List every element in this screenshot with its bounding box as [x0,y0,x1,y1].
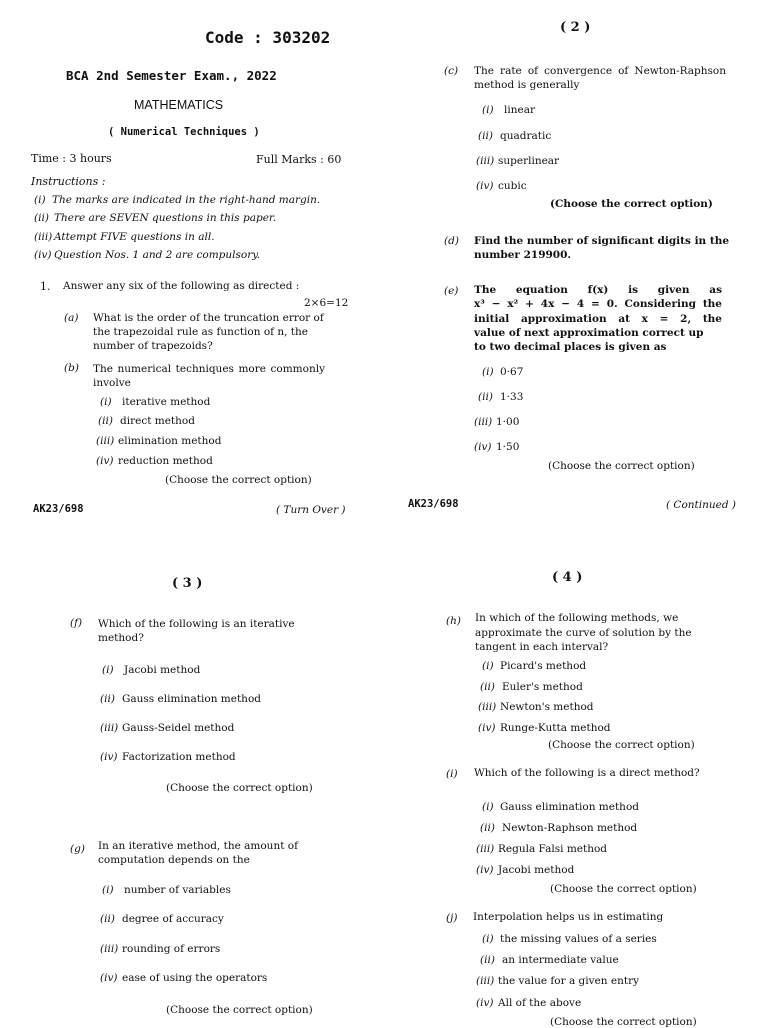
option-item: (ii) direct method [98,415,195,427]
option-item: (ii) 1·33 [478,391,524,403]
option-item: (iii) superlinear [476,155,560,167]
exam-title: BCA 2nd Semester Exam., 2022 [66,68,277,83]
question-text: initial approximation at x = 2, the [474,313,722,325]
choose-note: (Choose the correct option) [548,460,695,472]
question-text: to two decimal places is given as [474,341,667,353]
option-item: (ii) Euler's method [480,681,583,693]
option-item: (iv) Runge-Kutta method [478,722,611,734]
page-1 [0,0,384,520]
instructions-heading: Instructions : [31,175,106,188]
question-text: Which of the following is an iterative method? [98,618,295,644]
option-item: (i) Picard's method [482,660,587,672]
option-item: (ii) quadratic [478,130,552,142]
choose-note: (Choose the correct option) [166,1004,313,1016]
question-label: (e) [444,285,459,297]
choose-note: (Choose the correct option) [550,198,713,210]
page-number: ( 4 ) [552,570,583,585]
question-label: (c) [444,65,459,77]
instruction-item: (iii) Attempt FIVE questions in all. [34,231,215,243]
option-item: (i) linear [482,104,535,116]
question-label: (j) [446,912,458,924]
instruction-item: (ii) There are SEVEN questions in this paper. [34,212,277,224]
page-number: ( 2 ) [560,20,591,35]
option-item: (iv) reduction method [96,455,213,467]
footer-note: ( Continued ) [666,499,737,511]
page-2 [384,0,768,520]
option-item: (ii) an intermediate value [480,954,619,966]
question-text: The rate of convergence of Newton-Raphson method is generally [474,65,726,91]
question-text: Find the number of significant digits in the number 219900. [474,235,730,261]
page-number: ( 3 ) [172,576,203,591]
question-text: Interpolation helps us in estimating [473,911,664,923]
option-item: (i) Gauss elimination method [482,801,639,813]
option-item: (i) the missing values of a series [482,933,657,945]
option-item: (i) number of variables [102,884,231,896]
option-item: (ii) Gauss elimination method [100,693,261,705]
question-text: x³ − x² + 4x − 4 = 0. Considering the [474,298,722,310]
question-number: 1. [40,280,51,293]
question-text: Which of the following is a direct method? [474,767,700,779]
question-label: (i) [446,768,458,780]
option-item: (iv) All of the above [476,997,582,1009]
option-item: (i) 0·67 [482,366,524,378]
question-text: The equation f(x) is given as [474,284,722,296]
option-item: (iv) ease of using the operators [100,972,268,984]
question-text: In which of the following methods, we approximate the curve of solution by the tangent in each interval? [475,612,692,653]
exam-code: Code : 303202 [205,28,331,47]
option-item: (iii) Regula Falsi method [476,843,608,855]
choose-note: (Choose the correct option) [166,782,313,794]
question-text: Answer any six of the following as directed : [63,280,300,292]
page-3 [0,520,384,1024]
option-item: (i) Jacobi method [102,664,201,676]
option-item: (iv) cubic [476,180,527,192]
question-label: (d) [444,235,459,247]
choose-note: (Choose the correct option) [548,739,695,751]
option-item: (iii) rounding of errors [100,943,221,955]
option-item: (i) iterative method [100,396,211,408]
choose-note: (Choose the correct option) [550,883,697,895]
option-item: (iv) Factorization method [100,751,236,763]
option-item: (ii) degree of accuracy [100,913,224,925]
option-item: (iii) Gauss-Seidel method [100,722,235,734]
option-item: (iv) 1·50 [474,441,520,453]
question-text: In an iterative method, the amount of computation depends on the [98,840,298,866]
choose-note: (Choose the correct option) [165,474,312,486]
option-item: (iv) Jacobi method [476,864,575,876]
paper-title: ( Numerical Techniques ) [108,126,260,138]
time-label: Time : 3 hours [31,152,112,165]
option-item: (iii) Newton's method [478,701,594,713]
subject-title: MATHEMATICS [134,98,224,112]
footer-code: AK23/698 [33,503,84,515]
question-label: (h) [446,615,461,627]
option-item: (iii) 1·00 [474,416,520,428]
full-marks-label: Full Marks : 60 [256,153,342,166]
question-text: What is the order of the truncation error of the trapezoidal rule as function of n, the number of trapezoids? [93,312,324,352]
choose-note: (Choose the correct option) [550,1016,697,1028]
question-label: (f) [70,617,83,629]
question-label: (g) [70,843,85,855]
option-item: (iii) the value for a given entry [476,975,640,987]
instruction-item: (i) The marks are indicated in the right-hand margin. [34,194,321,206]
page-4 [384,520,768,1028]
footer-code: AK23/698 [408,498,459,510]
question-label: (b) [64,362,79,374]
footer-note: ( Turn Over ) [276,504,346,516]
question-label: (a) [64,312,79,324]
question-text: The numerical techniques more commonly involve [93,363,325,389]
question-marks: 2×6=12 [304,297,349,309]
instruction-item: (iv) Question Nos. 1 and 2 are compulsory. [34,249,261,261]
question-text: value of next approximation correct up [474,327,704,339]
option-item: (ii) Newton-Raphson method [480,822,638,834]
option-item: (iii) elimination method [96,435,222,447]
